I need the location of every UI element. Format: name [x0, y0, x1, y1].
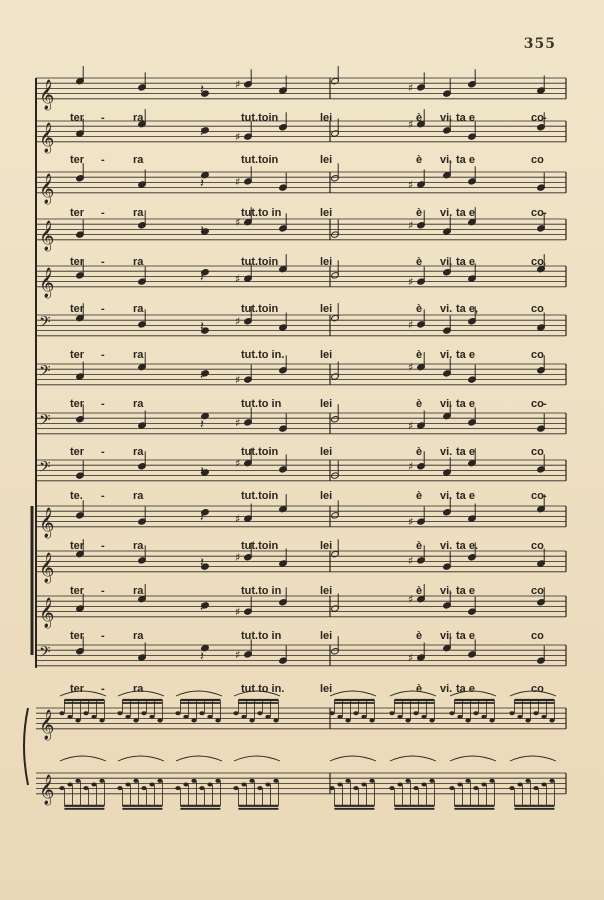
sharp-icon: ♯: [408, 275, 414, 289]
lyric-syllable: co: [531, 349, 544, 361]
lyric-syllable: ra: [133, 256, 144, 268]
lyric-syllable: co: [531, 540, 544, 552]
note-head: [413, 786, 418, 790]
sharp-icon: ♯: [408, 651, 414, 665]
note-head: [509, 711, 514, 715]
rest-icon: 𝄽: [200, 368, 204, 384]
lyric-syllable: vi.: [440, 585, 453, 597]
lyric-syllable: ta e: [456, 585, 475, 597]
sharp-icon: ♯: [235, 216, 241, 230]
lyric-syllable: tut.to in: [241, 398, 282, 410]
lyric-syllable: ta e: [456, 683, 475, 695]
note-head: [59, 786, 64, 790]
lyric-syllable: è: [416, 490, 423, 502]
note-head: [369, 779, 374, 783]
lyric-syllable: -: [101, 303, 105, 315]
note-head: [67, 715, 72, 719]
lyric-syllable: .: [543, 256, 547, 268]
note-head: [465, 779, 470, 783]
lyric-syllable: ter: [70, 349, 85, 361]
note-head: [549, 779, 554, 783]
sharp-icon: ♯: [408, 361, 414, 375]
note-head: [83, 711, 88, 715]
note-head: [525, 718, 530, 722]
slur: [390, 691, 436, 696]
lyric-syllable: ra: [133, 303, 144, 315]
bass-clef-icon: 𝄢: [39, 643, 51, 665]
lyric-syllable: -: [543, 490, 547, 502]
lyric-syllable: -: [101, 490, 105, 502]
lyric-syllable: -: [101, 630, 105, 642]
lyric-syllable: è: [416, 349, 423, 361]
lyric-syllable: tut.toin: [241, 490, 279, 502]
lyric-syllable: ra: [133, 112, 144, 124]
lyric-syllable: è: [416, 683, 423, 695]
lyric-syllable: ra: [133, 540, 144, 552]
lyric-syllable: ra: [133, 585, 144, 597]
note-head: [369, 718, 374, 722]
lyric-syllable: tut.toin: [241, 112, 279, 124]
sharp-icon: ♯: [235, 315, 241, 329]
treble-clef-icon: 𝄞: [39, 552, 55, 583]
treble-clef-icon: 𝄞: [39, 267, 55, 298]
note-head: [183, 782, 188, 786]
note-head: [273, 718, 278, 722]
note-head: [397, 715, 402, 719]
note-head: [157, 718, 162, 722]
treble-clef-icon: 𝄞: [39, 173, 55, 204]
note-head: [233, 711, 238, 715]
note-head: [125, 782, 130, 786]
sharp-icon: ♯: [408, 219, 414, 233]
note-head: [83, 786, 88, 790]
treble-clef-icon: 𝄞: [39, 709, 55, 740]
sharp-icon: ♯: [408, 81, 414, 95]
lyric-syllable: ra: [133, 398, 144, 410]
slur: [510, 756, 556, 761]
lyric-syllable: ra: [133, 446, 144, 458]
lyric-syllable: è: [416, 256, 423, 268]
lyric-syllable: ra: [133, 490, 144, 502]
lyric-syllable: tut.to in: [241, 630, 282, 642]
slur: [330, 691, 376, 696]
note-head: [59, 711, 64, 715]
note-head: [91, 782, 96, 786]
lyric-syllable: tut.toin: [241, 446, 279, 458]
treble-clef-icon: 𝄞: [39, 220, 55, 251]
lyric-syllable: co: [531, 154, 544, 166]
note-head: [489, 718, 494, 722]
slur: [390, 756, 436, 761]
lyric-syllable: -: [543, 398, 547, 410]
note-head: [457, 782, 462, 786]
piano-brace: [24, 708, 28, 785]
note-head: [141, 711, 146, 715]
sharp-icon: ♯: [235, 130, 241, 144]
lyric-syllable: ra: [133, 207, 144, 219]
lyric-syllable: vi.: [440, 490, 453, 502]
lyric-syllable: ra: [133, 683, 144, 695]
lyric-syllable: lei: [320, 154, 333, 166]
lyric-syllable: ter: [70, 446, 85, 458]
lyric-syllable: co: [531, 630, 544, 642]
note-head: [329, 786, 334, 790]
sharp-icon: ♯: [408, 593, 414, 607]
lyric-syllable: ta e: [456, 446, 475, 458]
lyric-syllable: ta e: [456, 256, 475, 268]
lyric-syllable: co: [531, 256, 544, 268]
note-head: [421, 782, 426, 786]
lyric-syllable: vi.: [440, 446, 453, 458]
page-number: 355: [523, 36, 556, 52]
lyric-syllable: co: [531, 398, 544, 410]
lyric-syllable: tut to in.: [241, 683, 285, 695]
lyric-syllable: è: [416, 154, 423, 166]
note-head: [199, 786, 204, 790]
lyric-syllable: ter: [70, 683, 85, 695]
lyric-syllable: lei: [320, 256, 333, 268]
note-head: [329, 711, 334, 715]
sharp-icon: ♯: [235, 373, 241, 387]
lyric-syllable: è: [416, 303, 423, 315]
lyric-syllable: vi.: [440, 683, 453, 695]
note-head: [465, 718, 470, 722]
note-head: [99, 779, 104, 783]
lyric-syllable: vi.: [440, 303, 453, 315]
slur: [60, 756, 106, 761]
lyric-syllable: lei: [320, 540, 333, 552]
sharp-icon: ♯: [408, 515, 414, 529]
lyric-syllable: co: [531, 683, 544, 695]
note-head: [473, 786, 478, 790]
lyric-syllable: lei: [320, 446, 333, 458]
note-head: [207, 715, 212, 719]
rest-icon: 𝄽: [200, 417, 204, 433]
sharp-icon: ♯: [235, 272, 241, 286]
note-head: [413, 711, 418, 715]
note-head: [481, 782, 486, 786]
lyric-syllable: è: [416, 112, 423, 124]
note-head: [397, 782, 402, 786]
lyric-syllable: vi.: [440, 540, 453, 552]
note-head: [337, 782, 342, 786]
bass-clef-icon: 𝄢: [39, 313, 51, 335]
lyric-syllable: tut.to in: [241, 585, 282, 597]
note-head: [405, 779, 410, 783]
note-head: [449, 786, 454, 790]
note-head: [257, 786, 262, 790]
lyric-syllable: lei: [320, 112, 333, 124]
lyric-syllable: tut.toin: [241, 154, 279, 166]
note-head: [191, 779, 196, 783]
lyric-syllable: lei: [320, 683, 333, 695]
note-head: [191, 718, 196, 722]
rest-icon: 𝄽: [200, 82, 204, 98]
slur: [176, 691, 222, 696]
sharp-icon: ♯: [408, 554, 414, 568]
lyric-syllable: -: [101, 112, 105, 124]
slur: [450, 756, 496, 761]
sharp-icon: ♯: [408, 118, 414, 132]
slur: [176, 756, 222, 761]
rest-icon: 𝄽: [200, 464, 204, 480]
note-head: [517, 782, 522, 786]
note-head: [353, 786, 358, 790]
lyric-syllable: ta e: [456, 349, 475, 361]
note-head: [75, 779, 80, 783]
sharp-icon: ♯: [235, 416, 241, 430]
lyric-syllable: ra: [133, 349, 144, 361]
note-head: [249, 718, 254, 722]
lyric-syllable: tut.toin: [241, 540, 279, 552]
note-head: [541, 715, 546, 719]
lyric-syllable: -: [543, 112, 547, 124]
sharp-icon: ♯: [235, 605, 241, 619]
note-head: [257, 711, 262, 715]
sharp-icon: ♯: [235, 512, 241, 526]
bass-clef-icon: 𝄢: [39, 411, 51, 433]
lyric-syllable: -: [101, 446, 105, 458]
slur: [330, 756, 376, 761]
lyric-syllable: lei: [320, 398, 333, 410]
lyric-syllable: vi.: [440, 154, 453, 166]
lyric-syllable: ta e,: [456, 303, 479, 315]
treble-clef-icon: 𝄞: [39, 122, 55, 153]
lyric-syllable: co: [531, 207, 544, 219]
treble-clef-icon: 𝄞: [39, 507, 55, 538]
slur: [234, 756, 280, 761]
lyric-syllable: ta e.: [456, 540, 479, 552]
rest-icon: 𝄽: [200, 270, 204, 286]
note-head: [265, 782, 270, 786]
lyric-syllable: è: [416, 446, 423, 458]
lyric-syllable: -: [101, 349, 105, 361]
lyric-syllable: te.: [70, 490, 83, 502]
note-head: [99, 718, 104, 722]
lyric-syllable: vi.: [440, 398, 453, 410]
lyric-syllable: -: [101, 683, 105, 695]
rest-icon: 𝄽: [200, 223, 204, 239]
note-head: [265, 715, 270, 719]
lyric-syllable: -: [101, 207, 105, 219]
slur: [118, 756, 164, 761]
lyric-syllable: co: [531, 112, 544, 124]
note-head: [533, 786, 538, 790]
note-head: [183, 715, 188, 719]
lyric-syllable: lei: [320, 207, 333, 219]
note-head: [273, 779, 278, 783]
note-head: [133, 779, 138, 783]
note-head: [361, 715, 366, 719]
lyric-syllable: ta e: [456, 398, 475, 410]
rest-icon: 𝄽: [200, 649, 204, 665]
lyric-syllable: -: [543, 207, 547, 219]
note-head: [215, 718, 220, 722]
lyric-syllable: ta e: [456, 630, 475, 642]
note-head: [389, 786, 394, 790]
note-head: [549, 718, 554, 722]
note-head: [449, 711, 454, 715]
lyric-syllable: vi.: [440, 112, 453, 124]
note-head: [429, 718, 434, 722]
note-head: [457, 715, 462, 719]
lyric-syllable: vi.: [440, 630, 453, 642]
lyric-syllable: ter: [70, 256, 85, 268]
lyric-syllable: lei: [320, 303, 333, 315]
sharp-icon: ♯: [235, 551, 241, 565]
rest-icon: 𝄽: [200, 510, 204, 526]
sharp-icon: ♯: [235, 648, 241, 662]
note-head: [149, 715, 154, 719]
note-head: [207, 782, 212, 786]
note-head: [149, 782, 154, 786]
note-head: [133, 718, 138, 722]
note-head: [509, 786, 514, 790]
note-head: [361, 782, 366, 786]
rest-icon: 𝄽: [200, 176, 204, 192]
note-head: [405, 718, 410, 722]
note-head: [157, 779, 162, 783]
note-head: [175, 711, 180, 715]
lyric-syllable: è: [416, 398, 423, 410]
note-head: [345, 779, 350, 783]
note-head: [421, 715, 426, 719]
rest-icon: 𝄽: [200, 319, 204, 335]
lyric-syllable: co: [531, 490, 544, 502]
lyric-syllable: ter: [70, 303, 85, 315]
lyric-syllable: -: [101, 540, 105, 552]
lyric-syllable: co: [531, 585, 544, 597]
lyric-syllable: tut.toin: [241, 256, 279, 268]
lyric-syllable: è: [416, 540, 423, 552]
lyric-syllable: ra: [133, 630, 144, 642]
lyric-syllable: co: [531, 303, 544, 315]
lyric-syllable: lei: [320, 630, 333, 642]
note-head: [249, 779, 254, 783]
lyric-syllable: è: [416, 207, 423, 219]
lyric-syllable: -: [101, 154, 105, 166]
note-head: [525, 779, 530, 783]
lyric-syllable: è: [416, 630, 423, 642]
note-head: [75, 718, 80, 722]
note-head: [517, 715, 522, 719]
note-head: [241, 715, 246, 719]
note-head: [473, 711, 478, 715]
lyric-syllable: ter: [70, 630, 85, 642]
sharp-icon: ♯: [235, 457, 241, 471]
note-head: [541, 782, 546, 786]
lyric-syllable: ter: [70, 585, 85, 597]
sharp-icon: ♯: [235, 175, 241, 189]
note-head: [175, 786, 180, 790]
rest-icon: 𝄽: [200, 600, 204, 616]
sharp-icon: ♯: [235, 78, 241, 92]
note-head: [353, 711, 358, 715]
note-head: [91, 715, 96, 719]
treble-clef-icon: 𝄞: [39, 79, 55, 110]
lyric-syllable: ta e: [456, 490, 475, 502]
note-head: [481, 715, 486, 719]
note-head: [233, 786, 238, 790]
lyric-syllable: ter: [70, 540, 85, 552]
rest-icon: 𝄽: [200, 125, 204, 141]
lyric-syllable: ta e: [456, 112, 475, 124]
lyric-syllable: -: [101, 398, 105, 410]
lyric-syllable: -: [101, 256, 105, 268]
note-head: [141, 786, 146, 790]
note-head: [389, 711, 394, 715]
lyric-syllable: vi.: [440, 207, 453, 219]
note-head: [429, 779, 434, 783]
bass-clef-icon: 𝄢: [39, 362, 51, 384]
note-head: [117, 711, 122, 715]
lyric-syllable: vi.: [440, 349, 453, 361]
sharp-icon: ♯: [408, 318, 414, 332]
lyric-syllable: lei: [320, 585, 333, 597]
lyric-syllable: vi.: [440, 256, 453, 268]
note-head: [199, 711, 204, 715]
note-head: [67, 782, 72, 786]
lyric-syllable: -: [101, 585, 105, 597]
lyric-syllable: è: [416, 585, 423, 597]
note-head: [533, 711, 538, 715]
note-head: [241, 782, 246, 786]
note-head: [215, 779, 220, 783]
lyric-syllable: tut.to in.: [241, 349, 285, 361]
lyric-syllable: tut.toin: [241, 303, 279, 315]
lyric-syllable: tut.to in: [241, 207, 282, 219]
lyric-syllable: ter: [70, 207, 85, 219]
lyric-syllable: ra: [133, 154, 144, 166]
lyric-syllable: ta e: [456, 207, 475, 219]
sharp-icon: ♯: [408, 460, 414, 474]
lyric-syllable: ta e: [456, 154, 475, 166]
treble-clef-icon: 𝄞: [39, 774, 55, 805]
lyric-syllable: ter: [70, 398, 85, 410]
note-head: [337, 715, 342, 719]
rest-icon: 𝄽: [200, 555, 204, 571]
lyric-syllable: lei: [320, 490, 333, 502]
note-head: [125, 715, 130, 719]
bass-clef-icon: 𝄢: [39, 458, 51, 480]
sharp-icon: ♯: [408, 178, 414, 192]
note-head: [345, 718, 350, 722]
sharp-icon: ♯: [408, 419, 414, 433]
treble-clef-icon: 𝄞: [39, 597, 55, 628]
lyric-syllable: ter: [70, 112, 85, 124]
lyric-syllable: ter: [70, 154, 85, 166]
note-head: [489, 779, 494, 783]
lyric-syllable: co: [531, 446, 544, 458]
note-head: [117, 786, 122, 790]
lyric-syllable: lei: [320, 349, 333, 361]
